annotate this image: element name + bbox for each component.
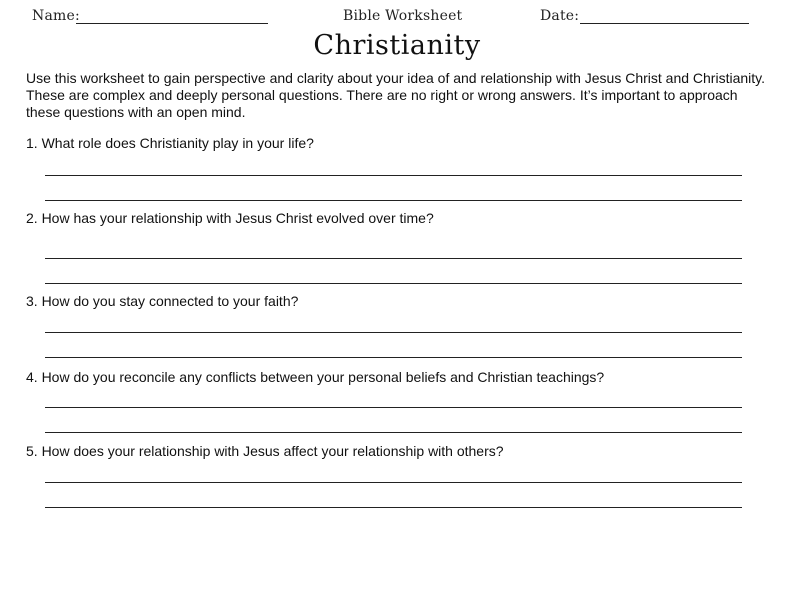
- answer-line: [45, 407, 742, 408]
- answer-line: [45, 507, 742, 508]
- answer-line: [45, 357, 742, 358]
- question-5: 5. How does your relationship with Jesus affect your relationship with others?: [26, 443, 504, 459]
- page-title: Christianity: [313, 30, 481, 61]
- date-blank-line: [580, 23, 749, 24]
- answer-line: [45, 200, 742, 201]
- question-2: 2. How has your relationship with Jesus Christ evolved over time?: [26, 210, 434, 226]
- question-1: 1. What role does Christianity play in your life?: [26, 135, 314, 151]
- answer-line: [45, 432, 742, 433]
- question-4: 4. How do you reconcile any conflicts between your personal beliefs and Christian teachings?: [26, 369, 605, 385]
- worksheet-label: Bible Worksheet: [343, 8, 463, 24]
- intro-paragraph: Use this worksheet to gain perspective and clarity about your idea of and relationship with Jesus Christ and Christianity. These are complex and deeply personal questions. There are no right or wrong answers. It’s important to approach these questions with an open mind.: [26, 70, 766, 120]
- question-3: 3. How do you stay connected to your faith?: [26, 293, 299, 309]
- date-label: Date:: [540, 8, 580, 24]
- name-label: Name:: [32, 8, 80, 24]
- answer-line: [45, 283, 742, 284]
- answer-line: [45, 258, 742, 259]
- answer-line: [45, 332, 742, 333]
- name-blank-line: [76, 23, 268, 24]
- answer-line: [45, 482, 742, 483]
- answer-line: [45, 175, 742, 176]
